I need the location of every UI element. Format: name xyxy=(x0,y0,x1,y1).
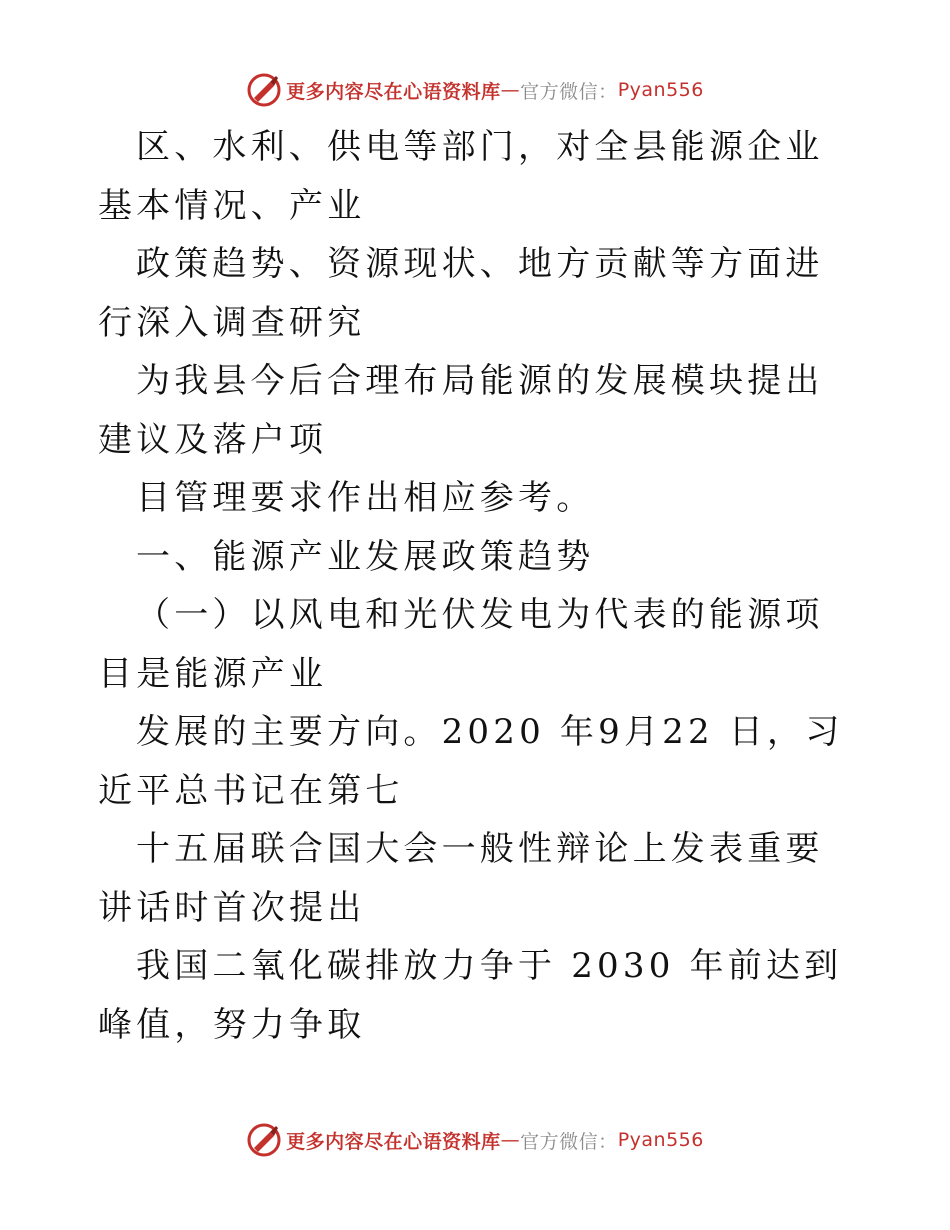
banner-text-wechat-label: 官方微信： xyxy=(520,80,618,103)
paragraph: 区、水利、供电等部门，对全县能源企业基本情况、产业 xyxy=(98,127,824,226)
paragraph: 十五届联合国大会一般性辩论上发表重要讲话时首次提出 xyxy=(98,829,824,928)
banner-text-wechat-label: 官方微信： xyxy=(520,1130,618,1153)
paragraph: 政策趋势、资源现状、地方贡献等方面进行深入调查研究 xyxy=(98,244,824,343)
header-banner xyxy=(0,70,950,110)
paragraph: 目管理要求作出相应参考。 xyxy=(136,478,595,518)
brand-logo-icon xyxy=(246,1122,282,1158)
footer-banner xyxy=(0,1120,950,1160)
paragraph: 为我县今后合理布局能源的发展模块提出建议及落户项 xyxy=(98,361,824,460)
document-body xyxy=(98,118,858,1054)
paragraph: 发展的主要方向。2020 年9月22 日，习近平总书记在第七 xyxy=(98,712,844,811)
paragraph: （一）以风电和光伏发电为代表的能源项目是能源产业 xyxy=(98,595,824,694)
banner-text-dash: — xyxy=(500,79,521,101)
banner-text-brand: 更多内容尽在心语资料库 xyxy=(286,1130,501,1153)
paragraph: 我国二氧化碳排放力争于 2030 年前达到峰值，努力争取 xyxy=(98,946,843,1045)
banner-text-wechat-id: Pyan556 xyxy=(617,79,704,101)
brand-logo-icon xyxy=(246,72,282,108)
banner-text-dash: — xyxy=(500,1129,521,1151)
banner-text-brand: 更多内容尽在心语资料库 xyxy=(286,80,501,103)
section-heading: 一、能源产业发展政策趋势 xyxy=(136,536,595,577)
banner-text-wechat-id: Pyan556 xyxy=(617,1129,704,1151)
